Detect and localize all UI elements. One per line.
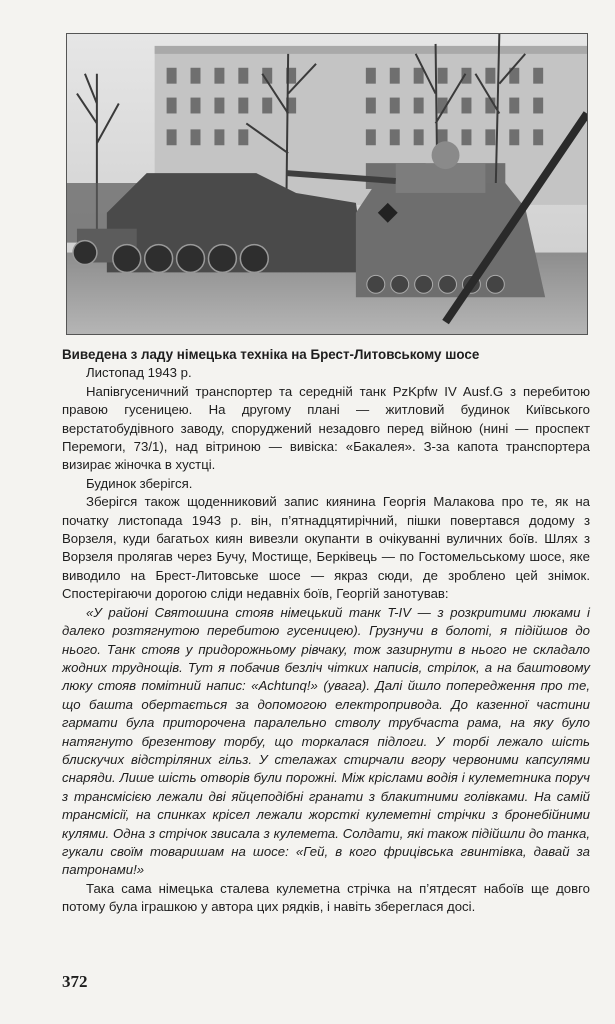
- archival-photo: [66, 33, 588, 335]
- paragraph: Будинок зберігся.: [86, 475, 193, 491]
- caption-date: Листопад 1943 р.: [86, 365, 192, 381]
- paragraph: Напівгусеничний транспортер та середній танк PzKpfw IV Ausf.G з перебитою правою гусеницею. На другому плані — житловий будинок Київського верстатобудівного заводу, споруджений незадовго перед війною (нині — проспект Перемоги, 73/1), над вітриною — вивіска: «Бакалея». З-за капота транспортера визирає жіночка в хустці.: [62, 383, 590, 473]
- paragraph: Зберігся також щоденниковий запис киянина Георгія Малакова про те, як на початку листопада 1943 р. він, п’ятнадцятирічний, пішки повертався додому з Ворзеля, куди багатьох киян вивезли окупанти в очікуванні вуличних боїв. Шлях з Ворзеля пролягав через Бучу, Мостище, Берківець — по Гостомельському шосе, яке виводило на Брест-Литовське шосе — якраз сюди, де зроблено цей знімок. Спостерігаючи дорогою сліди недавніх боїв, Георгій занотував:: [62, 494, 590, 602]
- page-number: 372: [62, 972, 88, 991]
- page-text: [62, 346, 590, 917]
- caption-title: Виведена з ладу німецька техніка на Брест-Литовському шосе: [62, 347, 480, 362]
- diary-quote: «У районі Святошина стояв німецький танк T-IV — з розкритими люками і далеко розтягнутою перебитою гусеницею). Грузнучи в болоті, я підійшов до нього. Танк стояв у придорожньому рівчаку, тож зазирнути в нього не складало жодних труднощів. Тут я побачив безліч чітких написів, стрілок, а на баштовому люку стояв помітний напис: «Achtunq!» (увага). Далі йшло попередження про те, що башта обертається за допомогою електропривода. До казенної частини гармати була приторочена паралельно стволу трубчаста рама, на яку було натягнуто брезентову торбу, що торкалася підлоги. У торбі лежало шість блискучих відстріляних гільз. У стелажах стирчали вгору червоними капсулями снаряди. Лише шість отворів були порожні. Між кріслами водія і кулеметника поруч з трансмісією лежали дві яйцеподібні гранати з блакитними голівками. На самій трансмісії, на спинках крісел лежали жорсткі кулеметні стрічки з бронебійними кулями. Одна з стрічок звисала з кулемета. Солдати, які також підійшли до танка, гукали своїм товаришам на шосе: «Гей, в кого фрицівська гвинтівка, давай за патронами!»: [62, 604, 590, 878]
- photo-image: [67, 34, 587, 334]
- closing-paragraph: Така сама німецька сталева кулеметна стрічка на п’ятдесят набоїв ще довго потому була іграшкою у автора цих рядків, і навіть збереглася досі.: [62, 880, 590, 915]
